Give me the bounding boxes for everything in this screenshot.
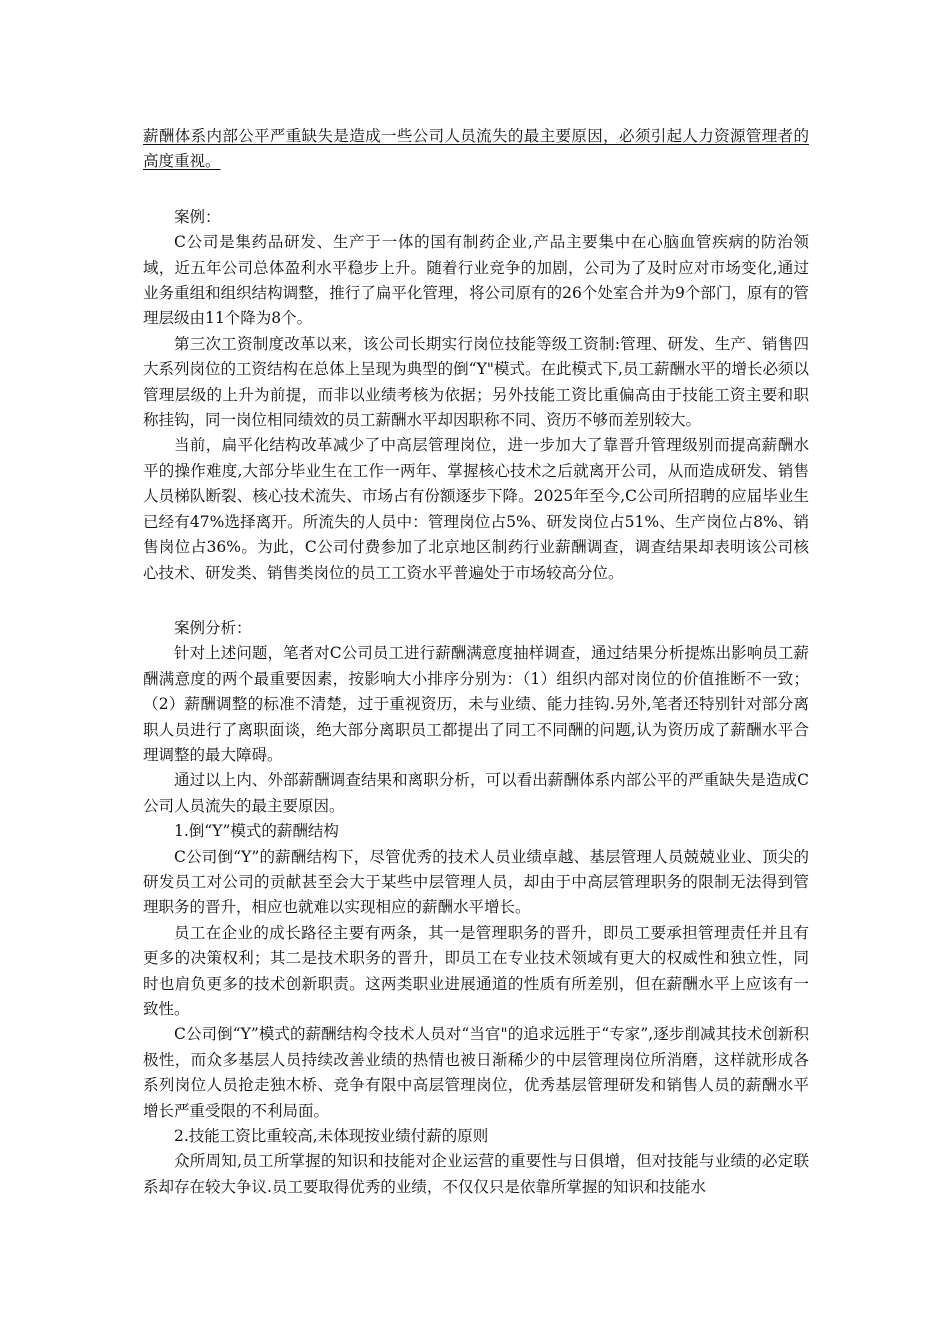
case-paragraph-1: C公司是集药品研发、生产于一体的国有制药企业,产品主要集中在心脑血管疾病的防治领域，近五年公司总体盈利水平稳步上升。随着行业竞争的加剧，公司为了及时应对市场变化,通过业务重组和组织结构调整，推行了扁平化管理，将公司原有的26个处室合并为9个部门，原有的管理层级由11个降为8个。	[143, 233, 809, 328]
section-2-paragraph-1: 众所周知,员工所掌握的知识和技能对企业运营的重要性与日俱增，但对技能与业绩的必定联系却存在较大争议.员工要取得优秀的业绩，不仅仅只是依靠所掌握的知识和技能水	[143, 1152, 809, 1196]
section-2-heading: 2.技能工资比重较高,未体现按业绩付薪的原则	[174, 1127, 489, 1146]
case-paragraph-2: 第三次工资制度改革以来，该公司长期实行岗位技能等级工资制:管理、研发、生产、销售四大系列岗位的工资结构在总体上呈现为典型的倒“Y"模式。在此模式下,员工薪酬水平的增长必须以管理层级的上升为前提，而非以业绩考核为依据；另外技能工资比重偏高由于技能工资主要和职称挂钩，同一岗位相同绩效的员工薪酬水平却因职称不同、资历不够而差别较大。	[143, 334, 809, 430]
section-1-paragraph-2: 员工在企业的成长路径主要有两条，其一是管理职务的晋升，即员工要承担管理责任并且有更多的决策权利；其二是技术职务的晋升，即员工在专业技术领域有更大的权威性和独立性，同时也肩负更多的技术创新职责。这两类职业进展通道的性质有所差别，但在薪酬水平上应该有一致性。	[143, 923, 809, 1018]
section-1-paragraph-1: C公司倒“Y”的薪酬结构下，尽管优秀的技术人员业绩卓越、基层管理人员兢兢业业、顶尖的研发员工对公司的贡献甚至会大于某些中层管理人员，却由于中高层管理职务的限制无法得到管理职务的晋升，相应也就难以实现相应的薪酬水平增长。	[143, 847, 809, 917]
case-heading: 案例：	[174, 207, 221, 226]
lead-statement: 薪酬体系内部公平严重缺失是造成一些公司人员流失的最主要原因，必须引起人力资源管理者的高度重视。	[143, 127, 809, 171]
spacer	[143, 175, 809, 205]
document-page	[143, 124, 809, 1200]
section-1-paragraph-3: C公司倒“Y”模式的薪酬结构令技术人员对“当官"的追求远胜于“专家”,逐步削减其技术创新积极性，而众多基层人员持续改善业绩的热情也被日渐稀少的中层管理岗位所消磨，这样就形成各系列岗位人员抢走独木桥、竞争有限中高层管理岗位，优秀基层管理研发和销售人员的薪酬水平增长严重受限的不利局面。	[143, 1025, 809, 1120]
section-1-heading: 1.倒“Y”模式的薪酬结构	[174, 822, 339, 841]
analysis-paragraph-2: 通过以上内、外部薪酬调查结果和离职分析，可以看出薪酬体系内部公平的严重缺失是造成C公司人员流失的最主要原因。	[143, 771, 809, 815]
spacer	[143, 586, 809, 616]
analysis-heading: 案例分析：	[174, 618, 252, 637]
analysis-paragraph-1: 针对上述问题，笔者对C公司员工进行薪酬满意度抽样调查，通过结果分析提炼出影响员工薪酬满意度的两个最重要因素，按影响大小排序分别为：（1）组织内部对岗位的价值推断不一致；（2）薪酬调整的标准不清楚，过于重视资历，未与业绩、能力挂钩.另外,笔者还特别针对部分离职人员进行了离职面谈，绝大部分离职员工都提出了同工不同酬的问题,认为资历成了薪酬水平合理调整的最大障碍。	[143, 644, 809, 764]
case-paragraph-3: 当前，扁平化结构改革减少了中高层管理岗位，进一步加大了靠晋升管理级别而提高薪酬水平的操作难度,大部分毕业生在工作一两年、掌握核心技术之后就离开公司，从而造成研发、销售人员梯队断裂、核心技术流失、市场占有份额逐步下降。2025年至今,C公司所招聘的应届毕业生已经有47%选择离开。所流失的人员中：管理岗位占5%、研发岗位占51%、生产岗位占8%、销售岗位占36%。为此，C公司付费参加了北京地区制药行业薪酬调查，调查结果却表明该公司核心技术、研发类、销售类岗位的员工工资水平普遍处于市场较高分位。	[143, 436, 809, 582]
